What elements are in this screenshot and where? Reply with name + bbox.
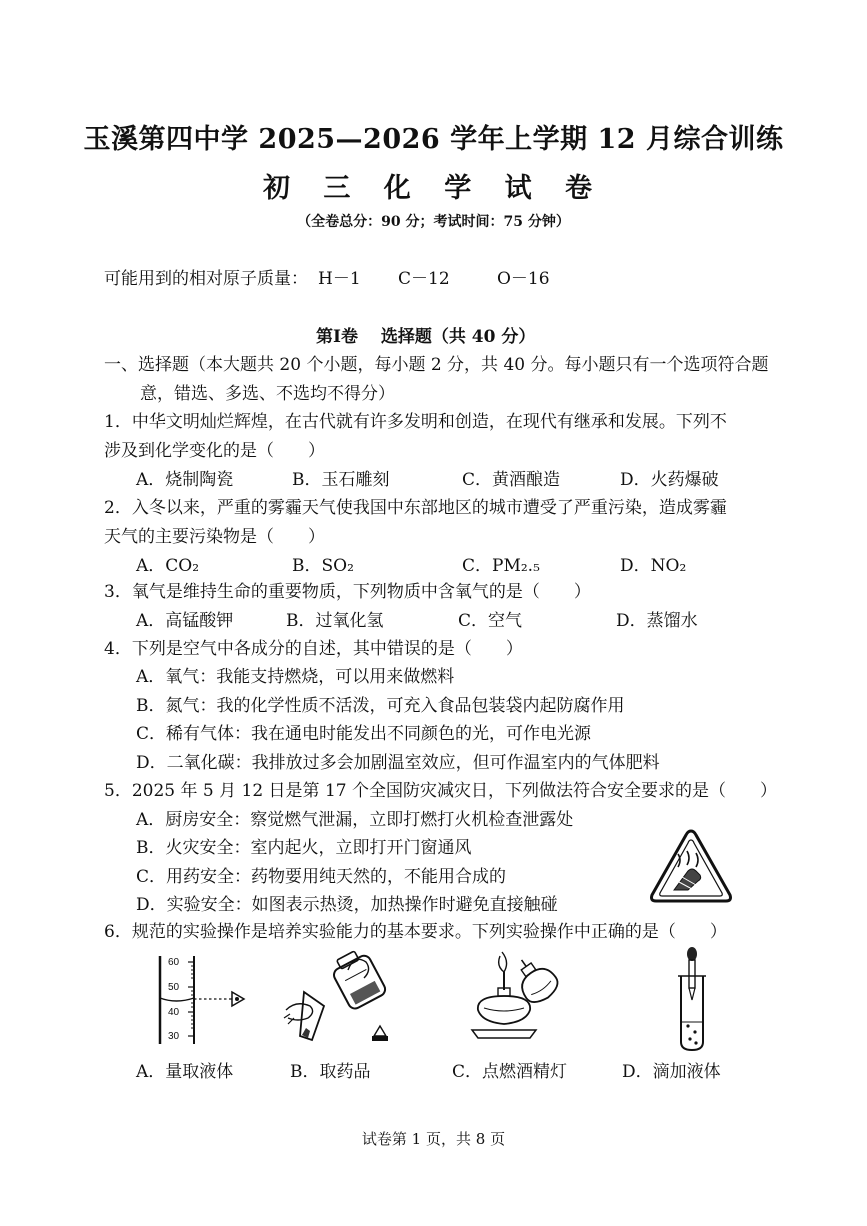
question-4-option-b: B．氮气：我的化学性质不活泼，可充入食品包装袋内起防腐作用: [136, 696, 625, 716]
alcohol-lamp-figure: [466, 950, 574, 1050]
question-5-option-b: B．火灾安全：室内起火，立即打开门窗通风: [136, 838, 472, 858]
page-subtitle: 初 三 化 学 试 卷: [263, 173, 604, 204]
exam-note: （全卷总分：90 分；考试时间：75 分钟）: [297, 214, 570, 230]
hot-surface-warning-icon: [648, 827, 734, 905]
cylinder-tick-30: 30: [168, 1031, 180, 1042]
question-5-option-c: C．用药安全：药物要用纯天然的，不能用合成的: [136, 867, 507, 887]
question-5-option-a: A．厨房安全：察觉燃气泄漏，立即打燃打火机检查泄露处: [136, 810, 574, 830]
question-4-option-c: C．稀有气体：我在通电时能发出不同颜色的光，可作电光源: [136, 724, 592, 744]
page-title: 玉溪第四中学 2025—2026 学年上学期 12 月综合训练: [83, 124, 784, 155]
figure-caption-d: D．滴加液体: [622, 1062, 721, 1082]
option-d: D．火药爆破: [620, 470, 719, 490]
question-4-option-d: D．二氧化碳：我排放过多会加剧温室效应，但可作温室内的气体肥料: [136, 753, 660, 773]
question-1-stem: 1．中华文明灿烂辉煌，在古代就有许多发明和创造，在现代有继承和发展。下列不: [104, 412, 727, 432]
graduated-cylinder-figure: [148, 950, 258, 1046]
dropper-test-tube-figure: [672, 946, 712, 1052]
option-c: C．黄酒酿造: [462, 470, 561, 490]
question-3-stem: 3．氧气是维持生命的重要物质，下列物质中含氧气的是（ ）: [104, 582, 591, 602]
question-4-stem: 4．下列是空气中各成分的自述，其中错误的是（ ）: [104, 639, 523, 659]
figure-caption-c: C．点燃酒精灯: [452, 1062, 568, 1082]
question-6-stem: 6．规范的实验操作是培养实验能力的基本要求。下列实验操作中正确的是（ ）: [104, 922, 727, 942]
question-2-stem: 2．入冬以来，严重的雾霾天气使我国中东部地区的城市遭受了严重污染，造成雾霾: [104, 498, 727, 518]
option-a: A．CO₂: [136, 556, 200, 576]
option-b: B．玉石雕刻: [292, 470, 390, 490]
figure-caption-b: B．取药品: [290, 1062, 371, 1082]
section-instruction-cont: 意，错选、多选、不选均不得分）: [140, 384, 395, 404]
atomic-mass-h: H－1: [318, 269, 361, 289]
option-a: A．高锰酸钾: [136, 611, 234, 631]
option-d: D．蒸馏水: [616, 611, 698, 631]
atomic-mass-c: C－12: [398, 269, 450, 289]
section-instruction: 一、选择题（本大题共 20 个小题，每小题 2 分，共 40 分。每小题只有一个选项符合题: [104, 355, 769, 375]
cylinder-tick-60: 60: [168, 957, 180, 968]
atomic-mass-o: O－16: [497, 269, 550, 289]
option-b: B．过氧化氢: [286, 611, 384, 631]
cylinder-tick-50: 50: [168, 982, 180, 993]
option-a: A．烧制陶瓷: [136, 470, 234, 490]
page-footer: 试卷第 1 页，共 8 页: [361, 1130, 506, 1148]
option-b: B．SO₂: [292, 556, 354, 576]
section-title: 第Ⅰ卷 选择题（共 40 分）: [316, 327, 536, 347]
question-4-option-a: A．氧气：我能支持燃烧，可以用来做燃料: [136, 667, 455, 687]
figure-caption-a: A．量取液体: [136, 1062, 234, 1082]
option-c: C．PM₂.₅: [462, 556, 540, 576]
cylinder-tick-40: 40: [168, 1007, 180, 1018]
question-1-stem-cont: 涉及到化学变化的是（ ）: [104, 441, 325, 461]
question-5-stem: 5．2025 年 5 月 12 日是第 17 个全国防灾减灾日，下列做法符合安全要求的是（ ）: [104, 781, 777, 801]
option-c: C．空气: [458, 611, 523, 631]
question-5-option-d: D．实验安全：如图表示热烫，加热操作时避免直接触碰: [136, 895, 558, 915]
atomic-mass-label: 可能用到的相对原子质量：: [104, 269, 308, 289]
question-2-stem-cont: 天气的主要污染物是（ ）: [104, 527, 325, 547]
reagent-bottle-figure: [280, 948, 400, 1048]
option-d: D．NO₂: [620, 556, 687, 576]
